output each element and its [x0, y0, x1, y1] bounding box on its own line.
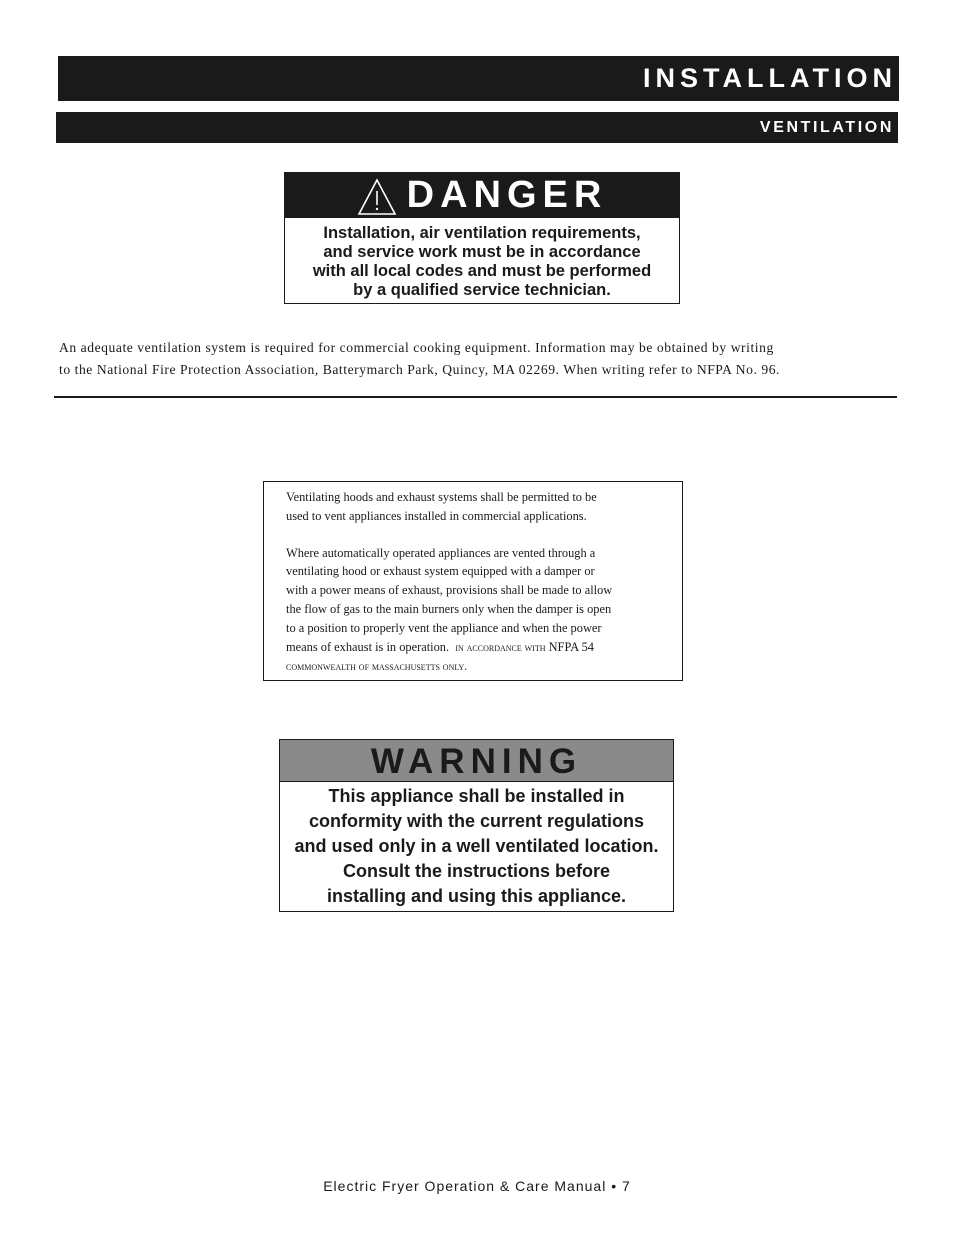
code-line: Where automatically operated appliances are vented through a	[286, 545, 596, 560]
subsection-title-bar	[56, 112, 898, 143]
danger-line: by a qualified service technician.	[353, 281, 611, 299]
intro-line: to the National Fire Protection Association, Batterymarch Park, Quincy, MA 02269. When writing refer to NFPA No. 96.	[59, 362, 780, 377]
ventilation-intro	[59, 337, 899, 381]
danger-line: with all local codes and must be performed	[312, 262, 652, 280]
code-line: to a position to properly vent the appliance and when the power	[286, 620, 602, 635]
danger-message	[285, 218, 679, 300]
code-requirements-box	[263, 481, 683, 681]
section-title: INSTALLATION	[643, 63, 897, 93]
warning-line: This appliance shall be installed in	[328, 786, 625, 806]
code-line: with a power means of exhaust, provisions shall be made to allow	[286, 583, 613, 598]
danger-line: Installation, air ventilation requirements,	[323, 224, 641, 242]
section-title-bar	[58, 56, 899, 101]
page-footer: Electric Fryer Operation & Care Manual • 7	[323, 1178, 631, 1194]
warning-message	[280, 782, 673, 909]
code-line: the flow of gas to the main burners only when the damper is open	[286, 601, 612, 616]
danger-notice	[284, 172, 680, 304]
danger-title: DANGER	[406, 174, 608, 216]
warning-title: WARNING	[370, 742, 583, 781]
warning-triangle-icon	[357, 178, 397, 216]
section-divider	[54, 396, 897, 398]
warning-line: conformity with the current regulations	[308, 811, 645, 831]
warning-line: Consult the instructions before	[342, 861, 610, 881]
code-source-prefix: in accordance with	[455, 641, 546, 654]
warning-header	[280, 740, 673, 782]
danger-header	[285, 173, 679, 218]
code-line: Ventilating hoods and exhaust systems shall be permitted to be	[286, 490, 597, 504]
warning-line: installing and using this appliance.	[326, 886, 627, 906]
subsection-title: VENTILATION	[759, 119, 894, 136]
danger-line: and service work must be in accordance	[323, 243, 641, 261]
code-paragraph-2	[286, 544, 662, 678]
warning-line: and used only in a well ventilated location.	[294, 836, 659, 856]
code-paragraph-1	[286, 488, 662, 526]
code-source-scope: commonwealth of massachusetts only.	[286, 661, 468, 674]
intro-line: An adequate ventilation system is required for commercial cooking equipment. Information may be obtained by writing	[59, 340, 774, 355]
warning-notice	[279, 739, 674, 912]
code-line: ventilating hood or exhaust system equipped with a damper or	[286, 564, 595, 579]
code-source-code: NFPA 54	[548, 639, 594, 654]
code-line: used to vent appliances installed in commercial applications.	[286, 508, 587, 523]
code-line: means of exhaust is in operation.	[286, 639, 450, 654]
